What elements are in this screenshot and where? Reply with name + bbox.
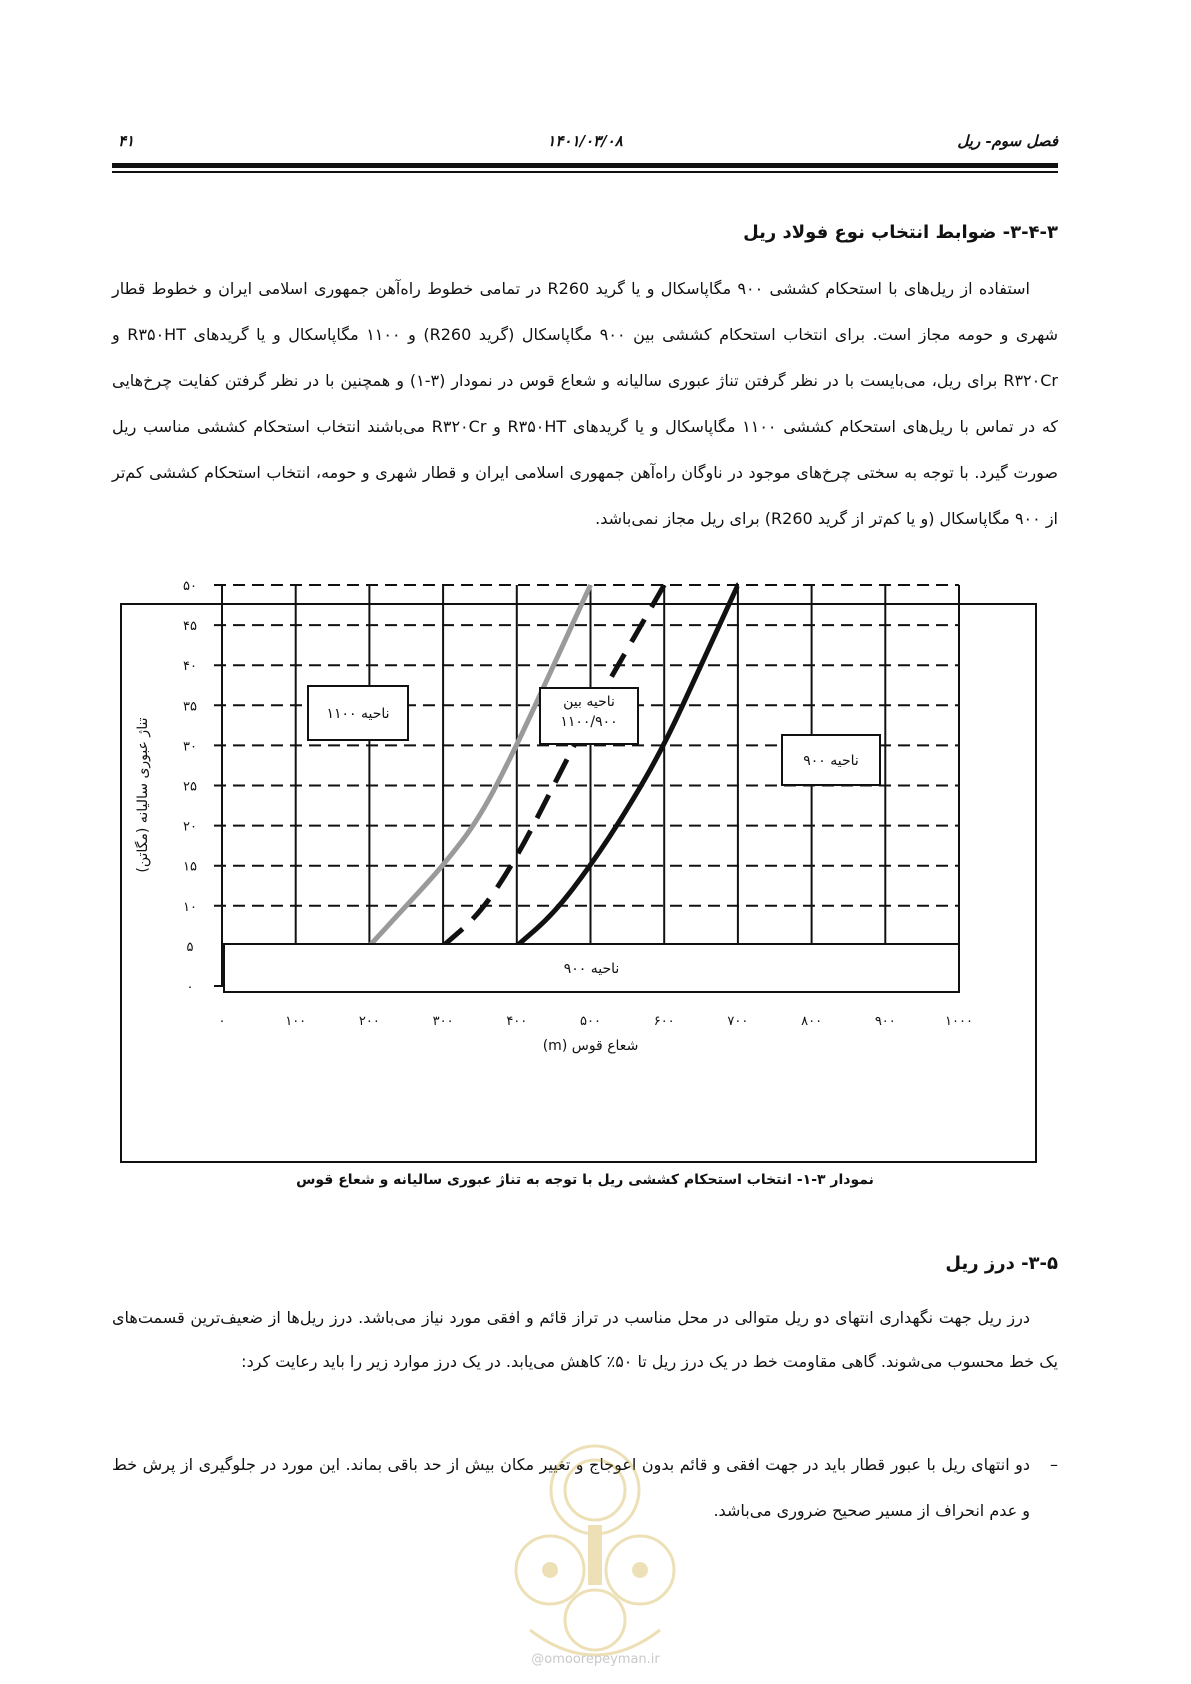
bullet-text: دو انتهای ریل با عبور قطار باید در جهت افقی و قائم بدون اعوجاج و تغییر مکان بیش از حد باقی بماند. این مورد در جلوگیری از پرش خط و عدم انحراف از مسیر صحیح ضروری می‌باشد. (112, 1455, 1030, 1520)
x-tick-label: ۱۰۰ (285, 1014, 307, 1029)
y-tick-label: ۰ (186, 980, 194, 995)
zone-between-label: ناحیه بین (563, 694, 615, 710)
chapter-title: فصل سوم- ریل (957, 132, 1058, 150)
x-axis-label: شعاع قوس (m) (542, 1038, 639, 1054)
zone-between-label: ۱۱۰۰/۹۰۰ (560, 714, 618, 730)
y-axis-label: تناژ عبوری سالیانه (مگاتن) (135, 717, 151, 873)
y-tick-label: ۵ (186, 939, 194, 955)
x-tick-label: ۲۰۰ (358, 1014, 380, 1029)
y-tick-label: ۱۰ (183, 899, 197, 915)
page-number: ۴۱ (118, 132, 135, 150)
x-tick-label: ۷۰۰ (727, 1014, 749, 1029)
header-rule-thick (112, 163, 1058, 168)
y-tick-label: ۳۰ (183, 739, 197, 755)
watermark-logo (490, 1430, 700, 1670)
y-tick-label: ۳۵ (183, 699, 197, 715)
series-line-3 (517, 585, 738, 946)
series-line-1 (369, 585, 590, 946)
page-header (112, 132, 1058, 156)
y-tick-label: ۱۵ (183, 859, 197, 875)
x-tick-label: ۶۰۰ (653, 1014, 675, 1029)
figure-frame (120, 579, 1037, 1163)
section-title-rail-joint: ۳-۵- درز ریل (945, 1253, 1058, 1274)
y-tick-label: ۲۵ (183, 779, 197, 795)
x-tick-label: ۴۰۰ (506, 1014, 528, 1029)
y-tick-label: ۴۵ (183, 619, 197, 635)
x-tick-label: ۹۰۰ (874, 1014, 896, 1029)
watermark-url: @omoorepeyman.ir (531, 1652, 660, 1667)
header-rule-thin (112, 171, 1058, 173)
zone-900-lower-label: ناحیه ۹۰۰ (563, 961, 620, 977)
x-tick-label: ۱۰۰۰ (945, 1014, 973, 1029)
tonnage-radius-chart (122, 579, 1035, 1161)
zone-900-upper-label: ناحیه ۹۰۰ (803, 753, 859, 769)
section-paragraph-steel-selection: استفاده از ریل‌های با استحکام کششی ۹۰۰ مگاپاسکال و یا گرید R260 در تمامی خطوط راه‌آهن جمهوری اسلامی ایران و خطوط قطار شهری و حومه مجاز است. برای انتخاب استحکام کششی بین ۹۰۰ مگاپاسکال (گرید R260) و ۱۱۰۰ مگاپاسکال و یا گریدهای R۳۵۰HT و R۳۲۰Cr برای ریل، می‌بایست با در نظر گرفتن تناژ عبوری سالیانه و شعاع قوس در نمودار (۳-۱) و همچنین با در نظر گرفتن کفایت چرخ‌هایی که در تماس با ریل‌های استحکام کششی ۱۱۰۰ مگاپاسکال و یا گریدهای R۳۵۰HT و R۳۲۰Cr می‌باشند انتخاب استحکام کششی مناسب ریل صورت گیرد. با توجه به سختی چرخ‌های موجود در ناوگان راه‌آهن جمهوری اسلامی ایران و قطار شهری و حومه، انتخاب استحکام کششی کم‌تر از ۹۰۰ مگاپاسکال (و یا کم‌تر از گرید R260) برای ریل مجاز نمی‌باشد. (112, 279, 1059, 528)
x-tick-label: ۸۰۰ (801, 1014, 823, 1029)
y-tick-label: ۴۰ (183, 659, 197, 675)
figure-caption: نمودار ۳-۱- انتخاب استحکام کششی ریل با توجه به تناژ عبوری سالیانه و شعاع قوس (296, 1172, 874, 1188)
zone-1100-label: ناحیه ۱۱۰۰ (326, 706, 390, 722)
bullet-dash: – (1050, 1455, 1058, 1474)
x-tick-label: ۵۰۰ (580, 1014, 601, 1029)
section-paragraph-rail-joint: درز ریل جهت نگهداری انتهای دو ریل متوالی در محل مناسب در تراز قائم و افقی مورد نیاز می‌باشد. درز ریل‌ها از ضعیف‌ترین قسمت‌های یک خط محسوب می‌شوند. گاهی مقاومت خط در یک درز ریل تا ۵۰٪ کاهش می‌یابد. در یک درز موارد زیر را باید رعایت کرد: (112, 1308, 1058, 1371)
section-title-steel-selection: ۳-۴-۳- ضوابط انتخاب نوع فولاد ریل (743, 222, 1058, 243)
y-tick-label: ۲۰ (183, 819, 197, 835)
header-date: ۱۴۰۱/۰۳/۰۸ (547, 132, 623, 150)
series-line-2 (443, 585, 664, 946)
x-tick-label: ۰ (218, 1014, 226, 1029)
y-tick-label: ۵۰ (183, 579, 197, 594)
x-tick-label: ۳۰۰ (432, 1014, 454, 1029)
